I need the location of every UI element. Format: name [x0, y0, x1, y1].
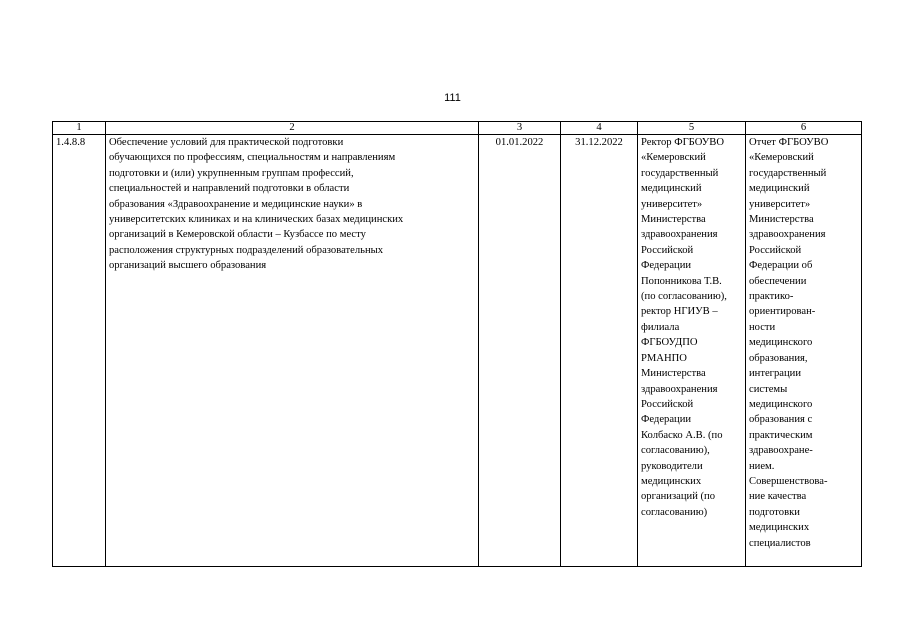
result-cell: Отчет ФГБОУВО «Кемеровский государственный медицинский университет» Министерства здравоохранения Российской Федерации об обеспечении практико- ориентирован- ности медицинского образования, интеграции системы медицинского образования с практическим здравоохране- нием. Совершенствова- ние качества подготовки медицинских специалистов — [746, 135, 862, 567]
description-cell: Обеспечение условий для практической подготовки обучающихся по профессиям, специальностям и направлениям подготовки и (или) укрупненным группам профессий, специальностей и направлений подготовки в области образования «Здравоохранение и медицинские науки» в университетских клиниках и на клинических базах медицинских организаций в Кемеровской области – Кузбассе по месту расположения структурных подразделений образовательных организаций высшего образования — [106, 135, 479, 567]
table-row — [53, 135, 862, 567]
header-cell-6: 6 — [746, 122, 862, 135]
header-cell-2: 2 — [106, 122, 479, 135]
document-table — [52, 121, 862, 567]
header-cell-1: 1 — [53, 122, 106, 135]
header-cell-5: 5 — [638, 122, 746, 135]
page-number: 111 — [444, 92, 461, 104]
table-header-row — [53, 122, 862, 135]
header-cell-4: 4 — [561, 122, 638, 135]
header-cell-3: 3 — [479, 122, 561, 135]
row-number-cell: 1.4.8.8 — [53, 135, 106, 567]
start-date-cell: 01.01.2022 — [479, 135, 561, 567]
end-date-cell: 31.12.2022 — [561, 135, 638, 567]
responsible-cell: Ректор ФГБОУВО «Кемеровский государственный медицинский университет» Министерства здравоохранения Российской Федерации Попонникова Т.В. (по согласованию), ректор НГИУВ – филиала ФГБОУДПО РМАНПО Министерства здравоохранения Российской Федерации Колбаско А.В. (по согласованию), руководители медицинских организаций (по согласованию) — [638, 135, 746, 567]
